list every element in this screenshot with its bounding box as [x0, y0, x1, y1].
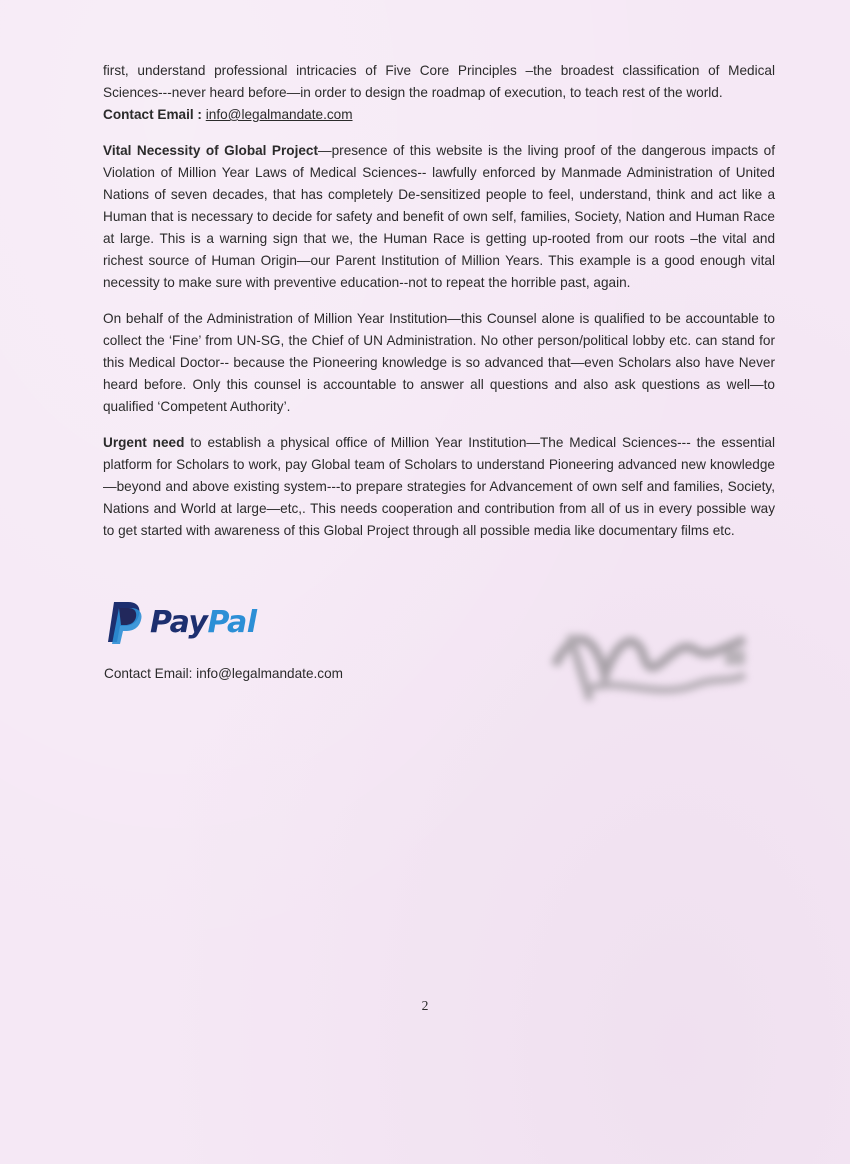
vital-necessity-heading: Vital Necessity of Global Project — [103, 143, 319, 158]
administration-text: On behalf of the Administration of Million Year Institution—this Counsel alone is qualified to be accountable to collect the ‘Fine’ from UN-SG, the Chief of UN Administration. No other person/political lobby etc. can stand for this Medical Doctor-- because the Pioneering knowledge is so advanced that—even Scholars also have Never heard before. Only this counsel is accountable to answer all questions and also ask questions as well—to qualified ‘Competent Authority’. — [103, 311, 775, 414]
paypal-icon — [104, 600, 144, 646]
footer-contact-email[interactable]: Contact Email: info@legalmandate.com — [104, 666, 343, 681]
paragraph-administration — [103, 308, 775, 418]
paypal-wordmark — [150, 600, 257, 646]
paragraph-urgent-need — [103, 432, 775, 542]
contact-label: Contact Email : — [103, 107, 202, 122]
urgent-need-text: to establish a physical office of Million Year Institution—The Medical Sciences--- the essential platform for Scholars to work, pay Global team of Scholars to understand Pioneering advanced new knowledge—beyond and above existing system---to prepare strategies for Advancement of own self and families, Society, Nations and World at large—etc,. This needs cooperation and contribution from all of us in every possible way to get started with awareness of this Global Project through all possible media like documentary films etc. — [103, 435, 775, 538]
vital-necessity-text: —presence of this website is the living proof of the dangerous impacts of Violation of Million Year Laws of Medical Sciences-- lawfully enforced by Manmade Administration of United Nations of seven decades, that has completely De-sensitized people to feel, understand, think and act like a Human that is necessary to decide for safety and benefit of own self, families, Society, Nation and Human Race at large. This is a warning sign that we, the Human Race is getting up-rooted from our roots –the vital and richest source of Human Origin—our Parent Institution of Million Years. This example is a good enough vital necessity to make sure with preventive education--not to repeat the horrible past, again. — [103, 143, 775, 290]
page-number: 2 — [421, 998, 429, 1013]
urgent-need-heading: Urgent need — [103, 435, 185, 450]
paragraph-vital-necessity — [103, 140, 775, 294]
paypal-word-pal: Pal — [207, 605, 257, 640]
paragraph-intro — [103, 60, 775, 126]
document-body — [103, 60, 775, 556]
signature-stamp — [545, 605, 760, 720]
intro-text: first, understand professional intricacies of Five Core Principles –the broadest classification of Medical Sciences---never heard before—in order to design the roadmap of execution, to teach rest of the world. — [103, 63, 775, 100]
paypal-word-pay: Pay — [150, 605, 208, 640]
contact-email-link[interactable]: info@legalmandate.com — [205, 107, 353, 122]
paypal-logo[interactable] — [104, 600, 284, 646]
